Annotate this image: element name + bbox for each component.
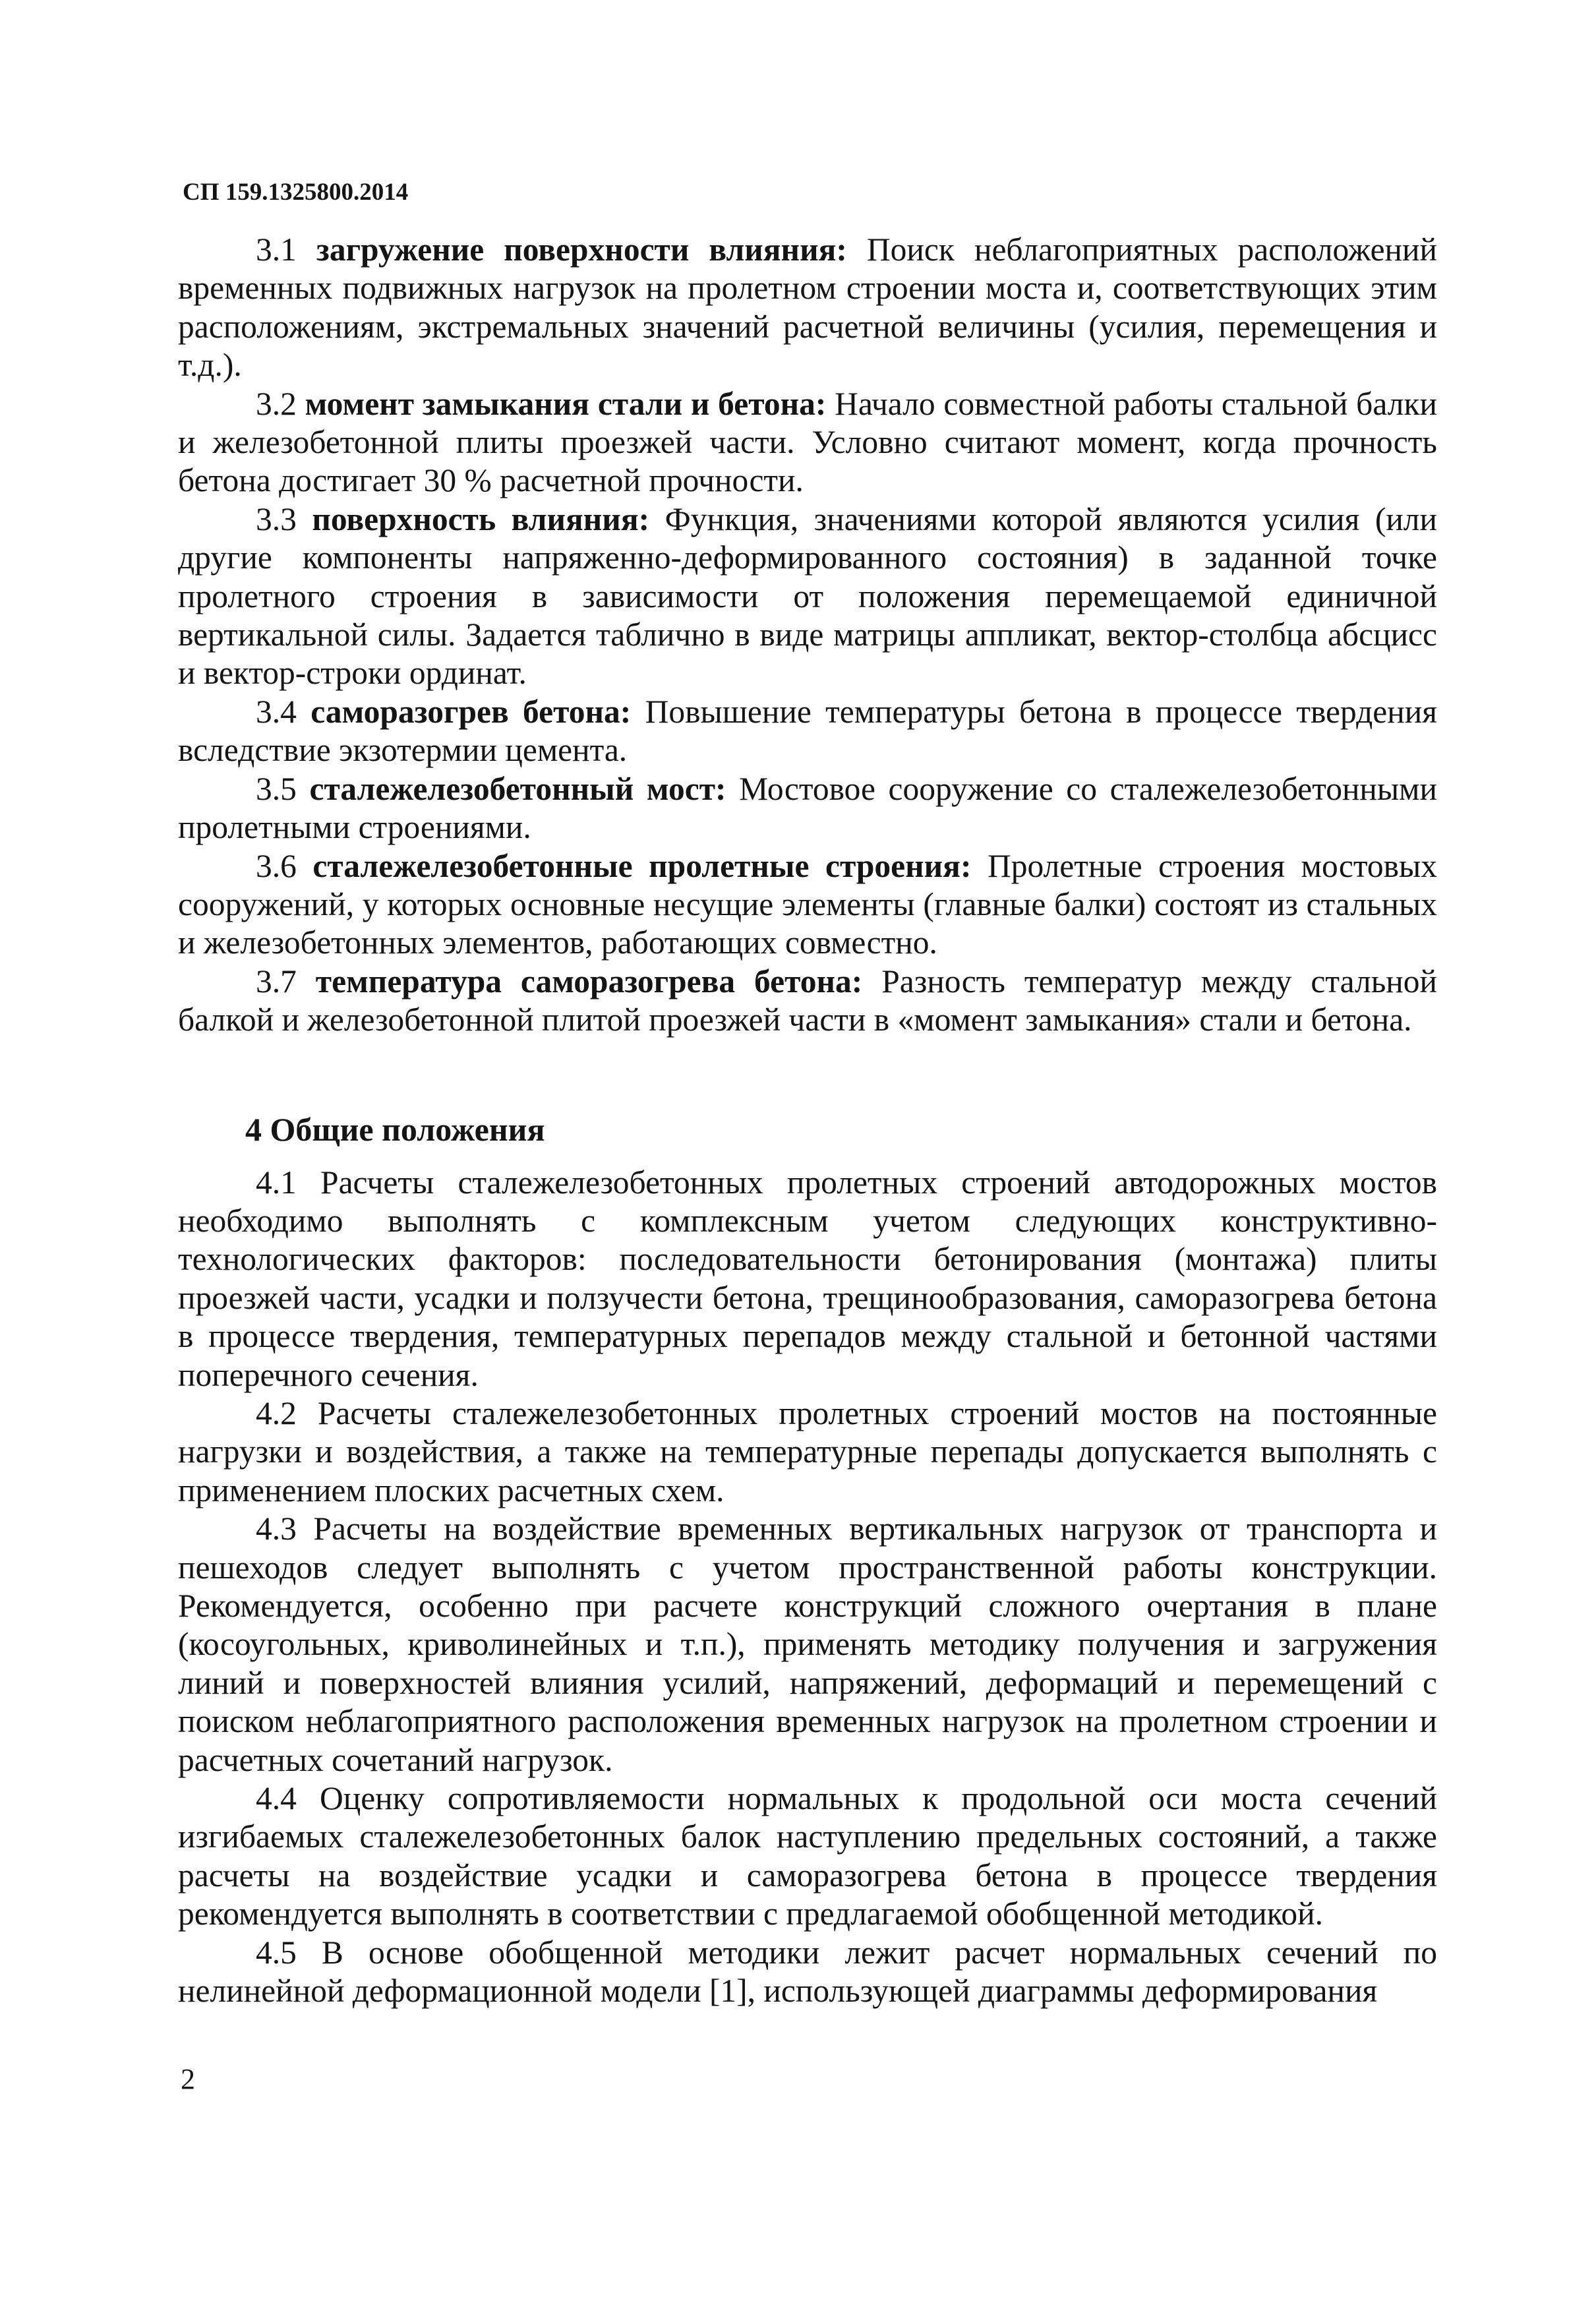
- paragraph-4-5: [178, 1934, 1437, 2011]
- page-content: [178, 231, 1437, 2010]
- term-3-6: [178, 847, 1437, 963]
- paragraph-4-1: [178, 1164, 1437, 1394]
- term-definition: Поиск неблагоприятных расположений временных подвижных нагрузок на пролетном строении моста и, соответствующих этим расположениям, экстремальных значений расчетной величины (усилия, перемещения и т.д.).: [178, 231, 1438, 384]
- paragraph-text: В основе обобщенной методики лежит расчет нормальных сечений по нелинейной деформационной модели [1], использующей диаграммы деформирования: [178, 1934, 1437, 2010]
- term-definition: Мостовое сооружение со сталежелезобетонными пролетными строениями.: [178, 770, 1437, 846]
- term-definition: Функция, значениями которой являются усилия (или другие компоненты напряженно-деформированного состояния) в заданной точке пролетного строения в зависимости от положения перемещаемой единичной вертикальной силы. Задается таблично в виде матрицы аппликат, вектор-столбца абсцисс и вектор-строки ординат.: [178, 500, 1438, 692]
- section-heading: 4 Общие положения: [245, 1110, 545, 1148]
- term-3-1: [178, 231, 1437, 385]
- paragraph-number: 4.1: [256, 1164, 297, 1201]
- term-title: загружение поверхности влияния:: [316, 231, 847, 268]
- paragraph-number: 4.3: [256, 1510, 297, 1547]
- term-definition: Пролетные строения мостовых сооружений, у которых основные несущие элементы (главные балки) состоят из стальных и железобетонных элементов, работающих совместно.: [178, 847, 1438, 961]
- paragraph-text: Оценку сопротивляемости нормальных к продольной оси моста сечений изгибаемых сталежелезобетонных балок наступлению предельных состояний, а также расчеты на воздействие усадки и саморазогрева бетона в процессе твердения рекомендуется выполнять в соответствии с предлагаемой обобщенной методикой.: [178, 1780, 1438, 1932]
- term-number: 3.2: [256, 385, 297, 422]
- page-number: 2: [181, 2063, 195, 2095]
- term-definition: Разность температур между стальной балкой и железобетонной плитой проезжей части в «момент замыкания» стали и бетона.: [178, 963, 1438, 1038]
- term-number: 3.3: [256, 500, 297, 537]
- term-3-3: [178, 500, 1437, 693]
- paragraph-4-3: [178, 1510, 1437, 1779]
- term-3-5: [178, 770, 1437, 847]
- paragraph-4-4: [178, 1779, 1437, 1934]
- term-3-4: [178, 693, 1437, 770]
- paragraph-text: Расчеты сталежелезобетонных пролетных строений мостов на постоянные нагрузки и воздействия, а также на температурные перепады допускается выполнять с применением плоских расчетных схем.: [178, 1394, 1437, 1508]
- paragraph-number: 4.2: [256, 1394, 297, 1431]
- paragraph-text: Расчеты сталежелезобетонных пролетных строений автодорожных мостов необходимо выполнять с комплексным учетом следующих конструктивно-технологических факторов: последовательности бетонирования (монтажа) плиты проезжей части, усадки и ползучести бетона, трещинообразования, саморазогрева бетона в процессе твердения, температурных перепадов между стальной и бетонной частями поперечного сечения.: [178, 1164, 1438, 1393]
- term-title: сталежелезобетонный мост:: [309, 770, 726, 807]
- term-title: момент замыкания стали и бетона:: [305, 385, 827, 422]
- term-title: температура саморазогрева бетона:: [315, 963, 863, 999]
- term-3-7: [178, 963, 1437, 1040]
- term-title: поверхность влияния:: [312, 500, 650, 537]
- term-title: сталежелезобетонные пролетные строения:: [312, 847, 972, 884]
- term-definition: Начало совместной работы стальной балки и железобетонной плиты проезжей части. Условно считают момент, когда прочность бетона достигает 30 % расчетной прочности.: [178, 385, 1437, 499]
- term-number: 3.4: [256, 693, 297, 730]
- paragraph-number: 4.4: [256, 1780, 297, 1817]
- paragraph-text: Расчеты на воздействие временных вертикальных нагрузок от транспорта и пешеходов следует выполнять с учетом пространственной работы конструкции. Рекомендуется, особенно при расчете конструкций сложного очертания в плане (косоугольных, криволинейных и т.п.), применять методику получения и загружения линий и поверхностей влияния усилий, напряжений, деформаций и перемещений с поиском неблагоприятного расположения временных нагрузок на пролетном строении и расчетных сочетаний нагрузок.: [178, 1510, 1437, 1778]
- term-number: 3.7: [256, 963, 297, 999]
- document-code: СП 159.1325800.2014: [183, 179, 409, 206]
- paragraph-number: 4.5: [256, 1934, 297, 1971]
- term-definition: Повышение температуры бетона в процессе твердения вследствие экзотермии цемента.: [178, 693, 1438, 769]
- term-3-2: [178, 385, 1437, 500]
- term-number: 3.6: [256, 847, 297, 884]
- term-number: 3.5: [256, 770, 297, 807]
- term-title: саморазогрев бетона:: [310, 693, 632, 730]
- term-number: 3.1: [256, 231, 297, 268]
- paragraph-4-2: [178, 1394, 1437, 1510]
